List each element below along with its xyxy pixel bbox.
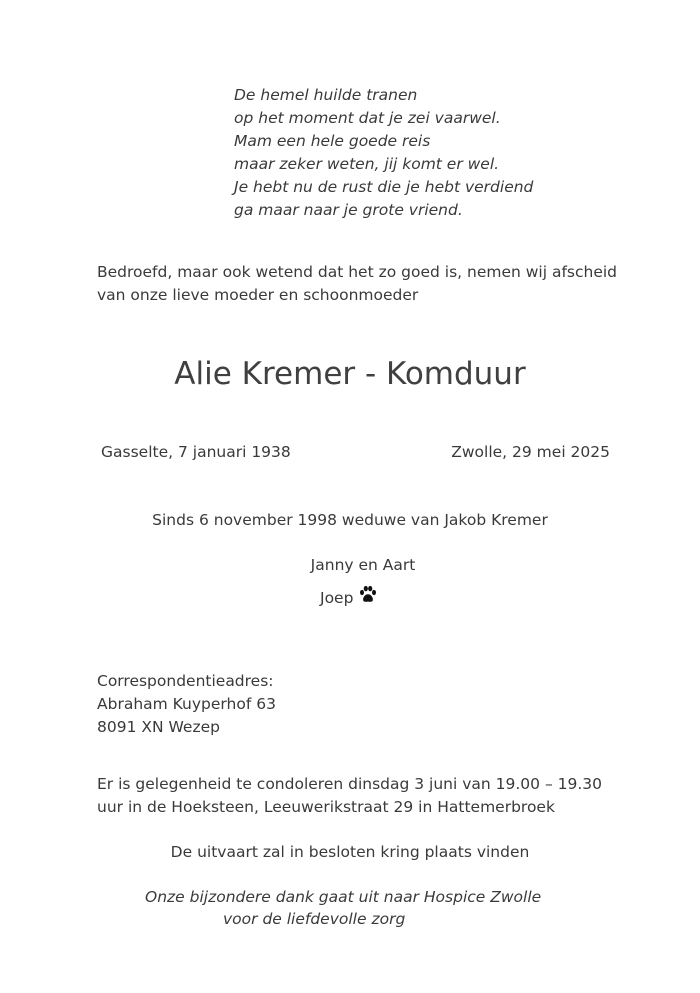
pet-name: Joep bbox=[320, 589, 354, 607]
intro-line-2: van onze lieve moeder en schoonmoeder bbox=[97, 286, 419, 304]
poem-line-6: ga maar naar je grote vriend. bbox=[234, 201, 463, 219]
widow-text: Sinds 6 november 1998 weduwe van Jakob Kremer bbox=[152, 511, 548, 529]
poem bbox=[234, 84, 533, 222]
poem-line-5: Je hebt nu de rust die je hebt verdiend bbox=[234, 178, 534, 196]
funeral-text: De uitvaart zal in besloten kring plaats vinden bbox=[170, 843, 530, 861]
thanks-line-2: voor de liefdevolle zorg bbox=[223, 910, 406, 928]
address-city: 8091 XN Wezep bbox=[97, 718, 220, 736]
thanks-text bbox=[145, 886, 541, 930]
children-names: Janny en Aart bbox=[310, 556, 416, 574]
intro-line-1: Bedroefd, maar ook wetend dat het zo goed is, nemen wij afscheid bbox=[97, 263, 618, 281]
intro-text bbox=[97, 261, 617, 307]
poem-line-4: maar zeker weten, jij komt er wel. bbox=[234, 155, 500, 173]
death-info: Zwolle, 29 mei 2025 bbox=[451, 443, 610, 461]
condolence-line-1: Er is gelegenheid te condoleren dinsdag 3 juni van 19.00 – 19.30 bbox=[97, 775, 602, 793]
correspondence-address bbox=[97, 670, 276, 739]
address-heading: Correspondentieadres: bbox=[97, 672, 274, 690]
condolence-info bbox=[97, 773, 602, 819]
deceased-name: Alie Kremer - Komduur bbox=[174, 356, 526, 392]
paw-icon bbox=[358, 585, 378, 605]
birth-info: Gasselte, 7 januari 1938 bbox=[101, 443, 291, 461]
poem-line-1: De hemel huilde tranen bbox=[234, 86, 418, 104]
address-street: Abraham Kuyperhof 63 bbox=[97, 695, 276, 713]
poem-line-2: op het moment dat je zei vaarwel. bbox=[234, 109, 501, 127]
condolence-line-2: uur in de Hoeksteen, Leeuwerikstraat 29 in Hattemerbroek bbox=[97, 798, 555, 816]
pet-name-row bbox=[320, 587, 378, 609]
thanks-line-1: Onze bijzondere dank gaat uit naar Hospice Zwolle bbox=[145, 888, 542, 906]
poem-line-3: Mam een hele goede reis bbox=[234, 132, 431, 150]
